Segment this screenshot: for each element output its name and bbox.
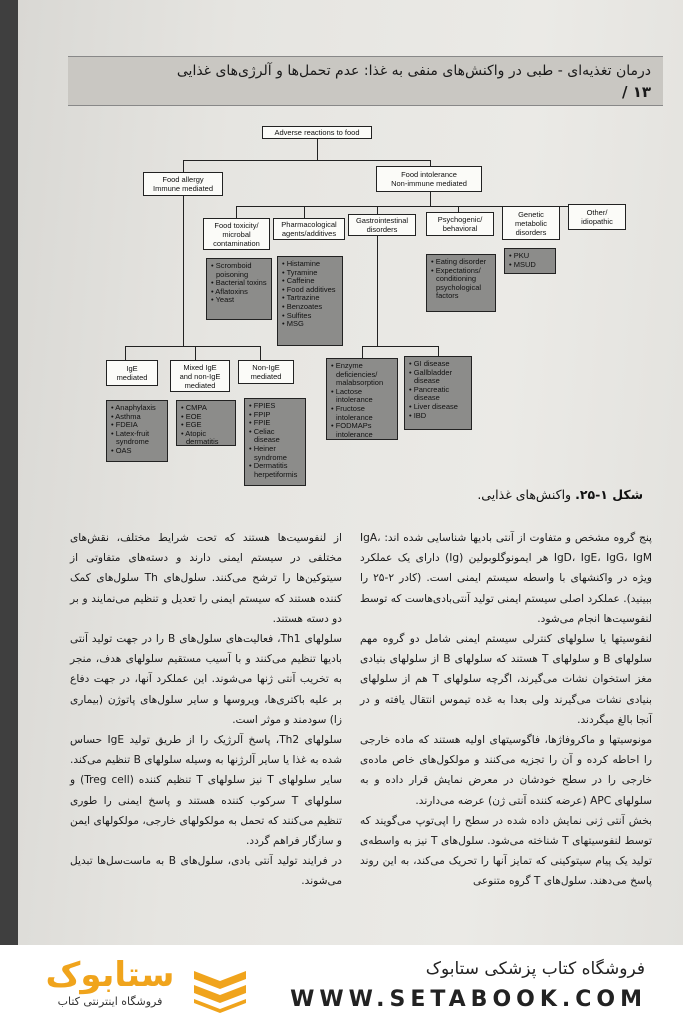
list-item: • Dermatitis herpetiformis [249,462,302,479]
paragraph: بخش آنتی ژنی نمایش داده شده در سطح را اپی‌توپ می‌گویند که توسط لنفوسیتهای T شناخته می‌شود. سلول‌های T نیز به واسطه‌ی تولید یک پیام سیتوکینی که تمایز آنها را تحریک می‌کند، به این روند پاسخ می‌دهند. سلول‌های T گروه متنوعی [360,814,652,888]
list-item: • Caffeine [282,277,339,286]
header-page-number: ۱۳ / [621,83,651,101]
list-item: • Asthma [111,413,164,422]
mixed-ige-node: Mixed IgE and non-IgE mediated [170,360,230,392]
genetic-node: Genetic metabolic disorders [502,206,560,240]
root-node: Adverse reactions to food [262,126,372,139]
ige-list [106,400,168,462]
text-column-right [360,528,652,892]
list-item: • Fructose intolerance [331,405,394,422]
list-item: • Latex-fruit syndrome [111,430,164,447]
list-item: • PKU [509,252,552,261]
list-item: • Anaphylaxis [111,404,164,413]
non-ige-node: Non-IgE mediated [238,360,294,384]
paragraph: سلولهای Th2، پاسخ آلرژیک را از طریق تولید IgE حساس شده به غذا یا سایر آلرژنها به وسیله سلولهای B تنظیم می‌کند. سایر سلولهای T نیز سلولهای T تنظیم کننده (Treg cell) و سلولهای T سرکوب کننده هستند و پاسخ ایمنی را طوری تنظیم می‌کنند که تحمل به مولکولهای خارجی، مولکولهای ایمن و سازگار فراهم گردد. [70,734,343,848]
gi-enzyme-list [326,358,398,440]
list-item: • Eating disorder [431,258,492,267]
list-item: • FPIE [249,419,302,428]
list-item: • Sulfites [282,312,339,321]
list-item: • GI disease [409,360,468,369]
list-item: • Scromboid poisoning [211,262,268,279]
food-toxicity-node: Food toxicity/ microbal contamination [203,218,270,250]
list-item: • FPIES [249,402,302,411]
genetic-list [504,248,556,274]
header-title: درمان تغذیه‌ای - طبی در واکنش‌های منفی به غذا: عدم تحمل‌ها و آلرژی‌های غذایی [176,63,651,79]
list-item: • MSG [282,320,339,329]
list-item: • MSUD [509,261,552,270]
list-item: • Pancreatic disease [409,386,468,403]
list-item: • Lactose intolerance [331,388,394,405]
gastrointestinal-node: Gastrointestinal disorders [348,214,416,236]
list-item: • EOE [181,413,232,422]
list-item: • Heiner syndrome [249,445,302,462]
paragraph: لنفوسیتها یا سلولهای کنترلی سیستم ایمنی شامل دو گروه مهم سلولهای B و سلولهای T هستند که سلولهای B از سلولهای بنیادی مغز استخوان نشات می‌گیرند، اگرچه سلولهای T هم از سلولهای بنیادی نشات می‌گیرند ولی بعدا به غده تیموس انتقال یافته و در آنجا بالغ میگردند. [360,633,652,726]
list-item: • CMPA [181,404,232,413]
paragraph: پنج گروه مشخص و متفاوت از آنتی بادیها شناسایی شده اند: IgA، IgD، IgE، IgG، IgM هر ایمونوگلوبولین (Ig) دارای یک عملکرد ویژه در واکنشهای با واسطه سیستم ایمنی است. (کادر ۲-۲۵ را ببینید). عملکرد اصلی سیستم ایمنی تولید آنتی‌بادی‌هاست که توسط لنفوسیت‌ها انجام می‌شود. [360,532,652,625]
list-item: • Food additives [282,286,339,295]
list-item: • Bacterial toxins [211,279,268,288]
non-ige-list [244,398,306,486]
list-item: • Enzyme deficiencies/ malabsorption [331,362,394,388]
figure-label: شکل ۱-۲۵. [575,487,643,502]
paragraph: سلولهای Th1، فعالیت‌های سلول‌های B را در جهت تولید آنتی بادیها تنظیم می‌کنند و با آسیب مستقیم سلولهای هدف، منجر به تخریب آنتی ژنها می‌شوند. این عملکرد آنها، در جهت دفاع بر علیه باکتری‌ها، ویروسها و سایر سلول‌های پاتوژن (بیماری زا) سودمند و موثر است. [70,633,342,726]
paragraph: در فرایند تولید آنتی بادی، سلول‌های B به ماست‌سل‌ها تبدیل می‌شوند. [70,855,342,888]
book-logo-icon [190,963,250,1013]
paragraph: از لنفوسیت‌ها هستند که تحت شرایط مختلف، نقش‌های مختلفی در سیستم ایمنی دارند و دسته‌های متفاوتی از سیتوکین‌ها را ترشح می‌کنند. سلول‌های Th سلول‌های کمک کننده هستند که سیستم ایمنی را تعدیل و تنظیم می‌نمایند و بر دو دسته هستند. [70,532,342,625]
food-intolerance-node: Food intolerance Non-immune mediated [376,166,482,192]
figure-caption [477,487,643,502]
psychogenic-node: Psychogenic/ behavioral [426,212,494,236]
book-page [18,0,683,945]
list-item: • Histamine [282,260,339,269]
gi-disease-list [404,356,472,430]
list-item: • Liver disease [409,403,468,412]
toxicity-list [206,258,272,320]
store-banner [0,945,683,1024]
list-item: • FDEIA [111,421,164,430]
ige-mediated-node: IgE mediated [106,360,158,386]
list-item: • Gallbladder disease [409,369,468,386]
list-item: • Expectations/ conditioning psychological factors [431,267,492,301]
text-column-left [70,528,342,892]
store-logo-subtitle: فروشگاه اینترنتی کتاب [57,995,163,1008]
list-item: • IBD [409,412,468,421]
pharmacological-list [277,256,343,346]
store-logo-text: ستابوک [45,955,175,995]
paragraph: مونوسیتها و ماکروفاژها، فاگوسیتهای اولیه هستند که ماده خارجی را احاطه کرده و آن را تجزیه می‌کنند و مولکول‌های خاص ماده‌ی خارجی را در سطح خودشان در معرض نمایش قرار داده و به سلولهای APC (عرضه کننده آنتی ژن) عرضه می‌دارند. [360,734,652,807]
list-item: • Benzoates [282,303,339,312]
list-item: • EGE [181,421,232,430]
pharmacological-node: Pharmacological agents/additives [273,218,345,240]
list-item: • Aflatoxins [211,288,268,297]
store-name: فروشگاه کتاب پزشکی ستابوک [425,959,645,979]
list-item: • OAS [111,447,164,456]
store-url-link[interactable]: WWW.SETABOOK.COM [290,987,647,1012]
mixed-list [176,400,236,446]
list-item: • Tyramine [282,269,339,278]
list-item: • Yeast [211,296,268,305]
list-item: • FPIP [249,411,302,420]
list-item: • FODMAPs intolerance [331,422,394,439]
list-item: • Celiac disease [249,428,302,445]
list-item: • Atopic dermatitis [181,430,232,447]
list-item: • Tartrazine [282,294,339,303]
food-allergy-node: Food allergy Immune mediated [143,172,223,196]
other-node: Other/ idiopathic [568,204,626,230]
psychogenic-list [426,254,496,312]
figure-title: واکنش‌های غذایی. [477,487,576,502]
